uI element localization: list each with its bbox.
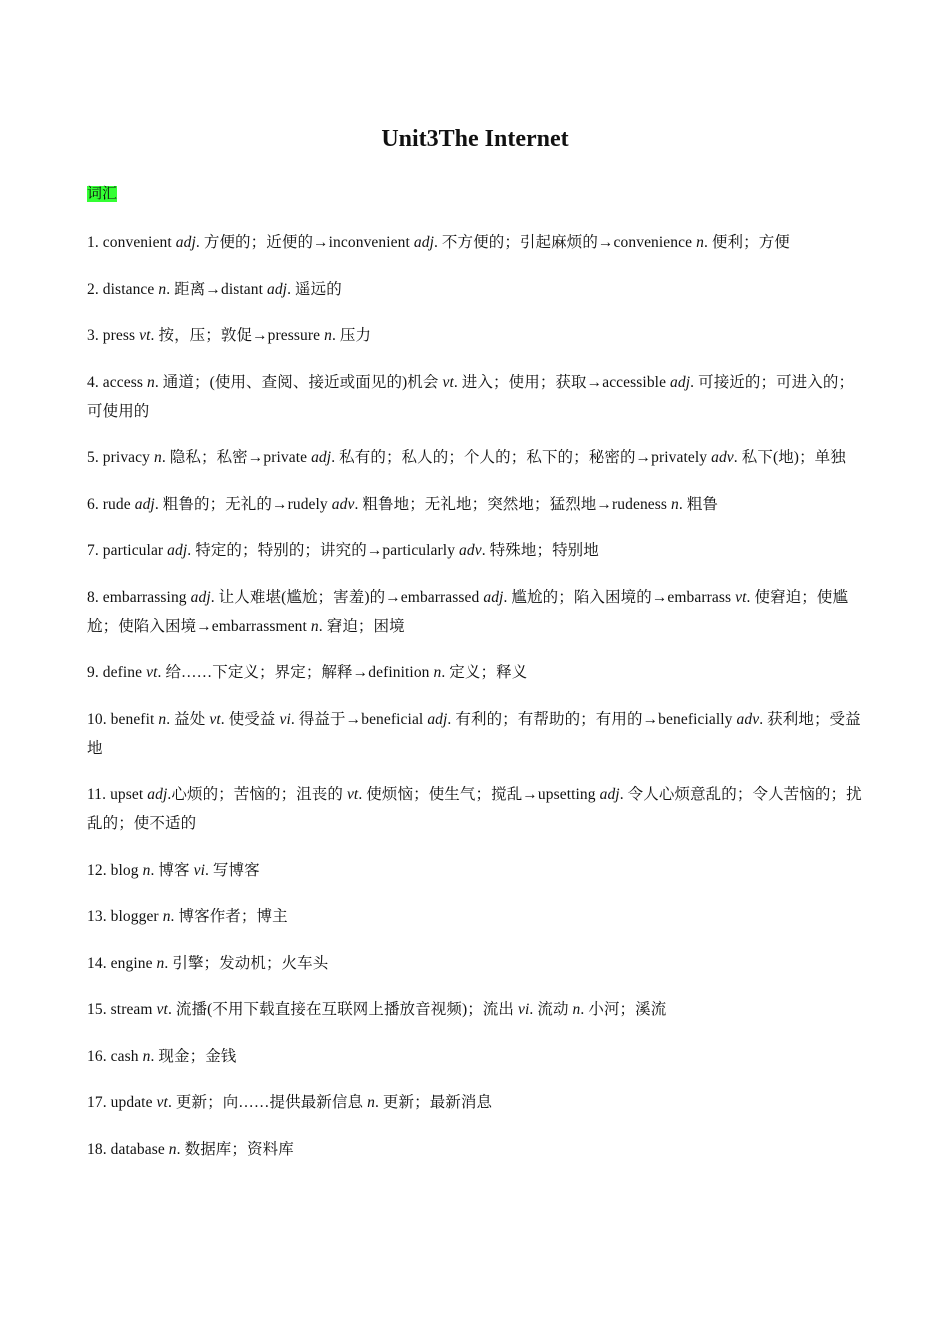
part-of-speech: vt bbox=[735, 588, 747, 606]
part-of-speech: vt bbox=[139, 327, 151, 344]
entry-text: . 私有的；私人的；个人的；私下的；秘密的→privately bbox=[331, 449, 712, 466]
entry-text: 5. privacy bbox=[87, 449, 154, 466]
entry-text: . 让人难堪(尴尬；害羞)的→embarrassed bbox=[210, 588, 484, 606]
part-of-speech: vt bbox=[346, 786, 359, 803]
entry-text: . 不方便的；引起麻烦的→convenience bbox=[433, 234, 697, 251]
entry-text: . 便利；方便 bbox=[703, 234, 790, 251]
vocabulary-entry bbox=[87, 536, 865, 565]
part-of-speech: adj bbox=[483, 588, 504, 606]
part-of-speech: n bbox=[671, 495, 679, 513]
vocabulary-entry bbox=[87, 583, 865, 641]
entry-text: . 获利地；受益地 bbox=[87, 710, 861, 757]
vocabulary-entry bbox=[87, 368, 865, 426]
part-of-speech: n bbox=[324, 327, 332, 344]
entry-text: 13. blogger bbox=[87, 908, 163, 925]
part-of-speech: vt bbox=[209, 710, 221, 728]
entry-text: 18. database bbox=[87, 1140, 169, 1158]
entry-text: 4. access bbox=[87, 373, 147, 391]
part-of-speech: adj bbox=[175, 234, 196, 251]
entry-text: . 博客作者；博主 bbox=[170, 908, 288, 925]
entry-text: .心烦的；苦恼的；沮丧的 bbox=[167, 786, 347, 803]
entry-text: . 通道；(使用、查阅、接近或面见的)机会 bbox=[154, 373, 443, 391]
entry-text: . 压力 bbox=[331, 327, 372, 344]
part-of-speech: n bbox=[168, 1140, 177, 1158]
entry-text: . 隐私；私密→private bbox=[161, 449, 312, 466]
part-of-speech: vt bbox=[442, 373, 454, 391]
part-of-speech: vt bbox=[146, 664, 158, 681]
part-of-speech: adj bbox=[670, 373, 691, 391]
entry-text: 6. rude bbox=[87, 495, 135, 513]
part-of-speech: n bbox=[367, 1094, 375, 1111]
entry-text: . 遥远的 bbox=[287, 280, 342, 298]
vocabulary-entry bbox=[87, 1135, 865, 1164]
entry-text: . 使受益 bbox=[220, 710, 280, 728]
vocabulary-entry bbox=[87, 228, 865, 257]
part-of-speech: adj bbox=[599, 786, 620, 803]
vocabulary-entry bbox=[87, 443, 865, 472]
entry-text: . 博客 bbox=[150, 861, 194, 879]
entry-text: . 定义；释义 bbox=[441, 664, 528, 681]
part-of-speech: n bbox=[158, 710, 167, 728]
entry-text: . 私下(地)；单独 bbox=[733, 449, 846, 466]
part-of-speech: vi bbox=[279, 710, 291, 728]
entry-text: . 有利的；有帮助的；有用的→beneficially bbox=[447, 710, 737, 728]
entry-text: . 更新；最新消息 bbox=[374, 1094, 493, 1111]
entry-text: . 窘迫；困境 bbox=[318, 617, 405, 635]
part-of-speech: adj bbox=[147, 786, 168, 803]
entry-text: . 按，压；敦促→pressure bbox=[150, 327, 325, 344]
entry-text: . 流播(不用下载直接在互联网上播放音视频)；流出 bbox=[167, 1001, 518, 1018]
part-of-speech: vi bbox=[518, 1001, 530, 1018]
part-of-speech: adj bbox=[311, 449, 332, 466]
entry-text: . 进入；使用；获取→accessible bbox=[453, 373, 671, 391]
part-of-speech: vi bbox=[193, 861, 205, 879]
part-of-speech: adj bbox=[190, 588, 211, 606]
part-of-speech: n bbox=[146, 373, 155, 391]
vocabulary-entry bbox=[87, 780, 865, 838]
part-of-speech: adv bbox=[459, 542, 482, 559]
entry-text: . 使窘迫；使尴尬；使陷入困境→embarrassment bbox=[87, 588, 849, 635]
entry-text: . 益处 bbox=[166, 710, 210, 728]
entry-text: . 小河；溪流 bbox=[580, 1001, 667, 1018]
part-of-speech: adv bbox=[711, 449, 734, 466]
part-of-speech: n bbox=[158, 280, 167, 298]
part-of-speech: n bbox=[696, 234, 704, 251]
entry-text: 1. convenient bbox=[87, 234, 176, 251]
entry-text: 10. benefit bbox=[87, 710, 159, 728]
vocabulary-entry bbox=[87, 275, 865, 304]
entry-text: . 尴尬的；陷入困境的→embarrass bbox=[503, 588, 736, 606]
part-of-speech: adj bbox=[266, 280, 288, 298]
part-of-speech: vt bbox=[156, 1001, 168, 1018]
vocabulary-list bbox=[87, 228, 865, 1181]
part-of-speech: n bbox=[156, 954, 165, 972]
entry-text: 17. update bbox=[87, 1094, 157, 1111]
vocabulary-entry bbox=[87, 902, 865, 931]
part-of-speech: adj bbox=[427, 710, 448, 728]
vocabulary-entry bbox=[87, 705, 865, 763]
entry-text: 16. cash bbox=[87, 1047, 143, 1065]
part-of-speech: adj bbox=[134, 495, 155, 513]
entry-text: . 可接近的；可进入的；可使用的 bbox=[87, 373, 855, 420]
part-of-speech: n bbox=[162, 908, 171, 925]
part-of-speech: adj bbox=[167, 542, 188, 559]
vocabulary-entry bbox=[87, 995, 865, 1024]
entry-text: . 特殊地；特别地 bbox=[481, 542, 599, 559]
vocabulary-entry bbox=[87, 1088, 865, 1117]
vocabulary-entry bbox=[87, 490, 865, 519]
part-of-speech: n bbox=[572, 1001, 581, 1018]
entry-text: . 更新；向……提供最新信息 bbox=[167, 1094, 368, 1111]
part-of-speech: n bbox=[310, 617, 319, 635]
part-of-speech: vt bbox=[156, 1094, 168, 1111]
entry-text: 3. press bbox=[87, 327, 140, 344]
page-title: Unit3The Internet bbox=[381, 126, 569, 152]
vocabulary-entry bbox=[87, 856, 865, 885]
entry-text: . 粗鲁地；无礼地；突然地；猛烈地→rudeness bbox=[354, 495, 672, 513]
entry-text: 14. engine bbox=[87, 954, 157, 972]
entry-text: . 流动 bbox=[529, 1001, 573, 1018]
entry-text: . 方便的；近便的→inconvenient bbox=[195, 234, 414, 251]
entry-text: . 令人心烦意乱的；令人苦恼的；扰乱的；使不适的 bbox=[87, 786, 862, 832]
entry-text: . 现金；金钱 bbox=[150, 1047, 237, 1065]
vocabulary-entry bbox=[87, 658, 865, 687]
vocabulary-entry bbox=[87, 1042, 865, 1071]
entry-text: . 特定的；特别的；讲究的→particularly bbox=[187, 542, 460, 559]
section-label bbox=[87, 184, 117, 204]
part-of-speech: n bbox=[142, 1047, 151, 1065]
section-label-highlight: 词汇 bbox=[87, 186, 118, 202]
part-of-speech: adj bbox=[413, 234, 434, 251]
entry-text: 12. blog bbox=[87, 861, 143, 879]
vocabulary-entry bbox=[87, 949, 865, 978]
entry-text: 8. embarrassing bbox=[87, 588, 191, 606]
entry-text: 2. distance bbox=[87, 280, 159, 298]
part-of-speech: n bbox=[142, 861, 151, 879]
part-of-speech: adv bbox=[736, 710, 760, 728]
entry-text: . 使烦恼；使生气；搅乱→upsetting bbox=[358, 786, 600, 803]
entry-text: 11. upset bbox=[87, 786, 148, 803]
entry-text: 9. define bbox=[87, 664, 147, 681]
entry-text: . 得益于→beneficial bbox=[290, 710, 428, 728]
entry-text: . 给……下定义；界定；解释→definition bbox=[157, 664, 434, 681]
entry-text: . 距离→distant bbox=[166, 280, 267, 298]
entry-text: 7. particular bbox=[87, 542, 168, 559]
entry-text: . 粗鲁 bbox=[678, 495, 719, 513]
entry-text: . 引擎；发动机；火车头 bbox=[164, 954, 329, 972]
part-of-speech: adv bbox=[331, 495, 355, 513]
part-of-speech: n bbox=[153, 449, 162, 466]
entry-text: . 数据库；资料库 bbox=[176, 1140, 294, 1158]
entry-text: . 粗鲁的；无礼的→rudely bbox=[154, 495, 332, 513]
entry-text: 15. stream bbox=[87, 1001, 157, 1018]
entry-text: . 写博客 bbox=[204, 861, 260, 879]
part-of-speech: n bbox=[433, 664, 442, 681]
vocabulary-entry bbox=[87, 321, 865, 350]
